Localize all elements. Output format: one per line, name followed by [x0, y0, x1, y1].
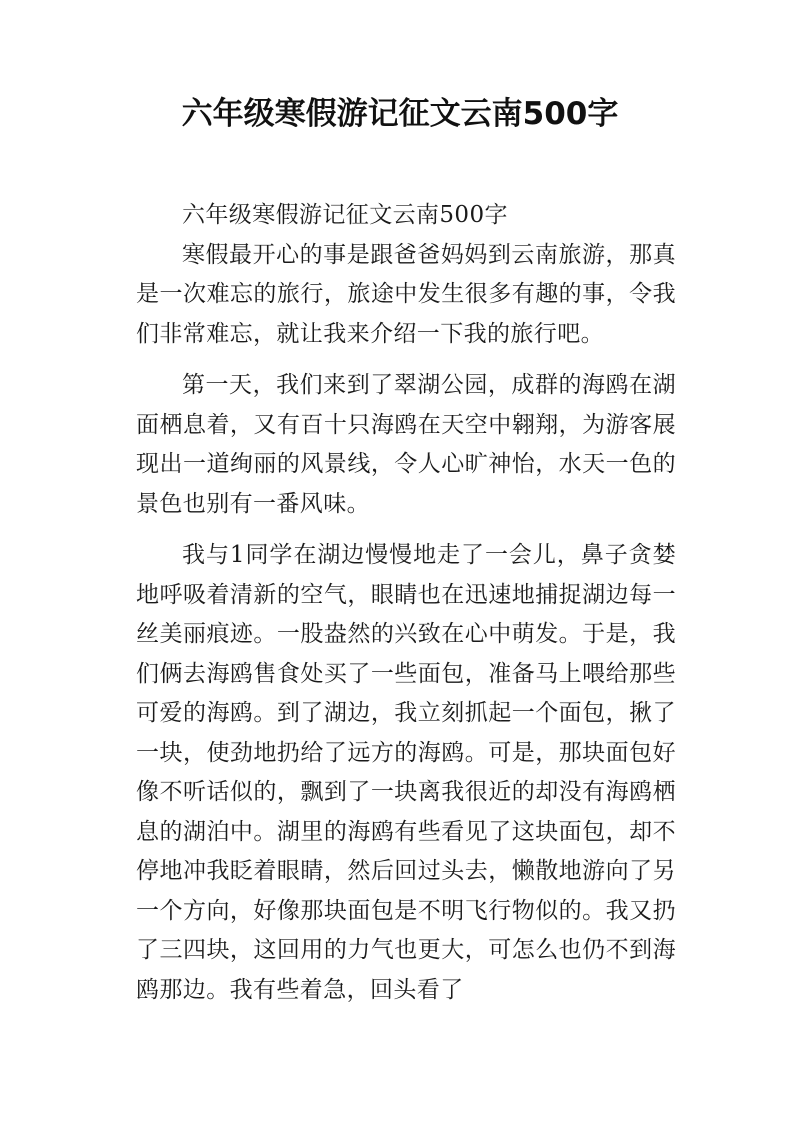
document-body — [136, 196, 676, 1010]
document-title: 六年级寒假游记征文云南500字 — [181, 96, 619, 132]
paragraph-1: 寒假最开心的事是跟爸爸妈妈到云南旅游，那真是一次难忘的旅行，旅途中发生很多有趣的事，令我们非常难忘，就让我来介绍一下我的旅行吧。 — [136, 241, 676, 347]
document-subtitle: 六年级寒假游记征文云南500字 — [182, 202, 508, 228]
paragraph-2: 第一天，我们来到了翠湖公园，成群的海鸥在湖面栖息着，又有百十只海鸥在天空中翱翔，为游客展现出一道绚丽的风景线，令人心旷神怡，水天一色的景色也别有一番风味。 — [136, 372, 676, 517]
paragraph-3: 我与1同学在湖边慢慢地走了一会儿，鼻子贪婪地呼吸着清新的空气，眼睛也在迅速地捕捉湖边每一丝美丽痕迹。一股盎然的兴致在心中萌发。于是，我们俩去海鸥售食处买了一些面包，准备马上喂给那些可爱的海鸥。到了湖边，我立刻抓起一个面包，揪了一块，使劲地扔给了远方的海鸥。可是，那块面包好像不听话似的，飘到了一块离我很近的却没有海鸥栖息的湖泊中。湖里的海鸥有些看见了这块面包，却不停地冲我眨着眼睛，然后回过头去，懒散地游向了另一个方向，好像那块面包是不明飞行物似的。我又扔了三四块，这回用的力气也更大，可怎么也仍不到海鸥那边。我有些着急，回头看了 — [136, 542, 676, 1003]
